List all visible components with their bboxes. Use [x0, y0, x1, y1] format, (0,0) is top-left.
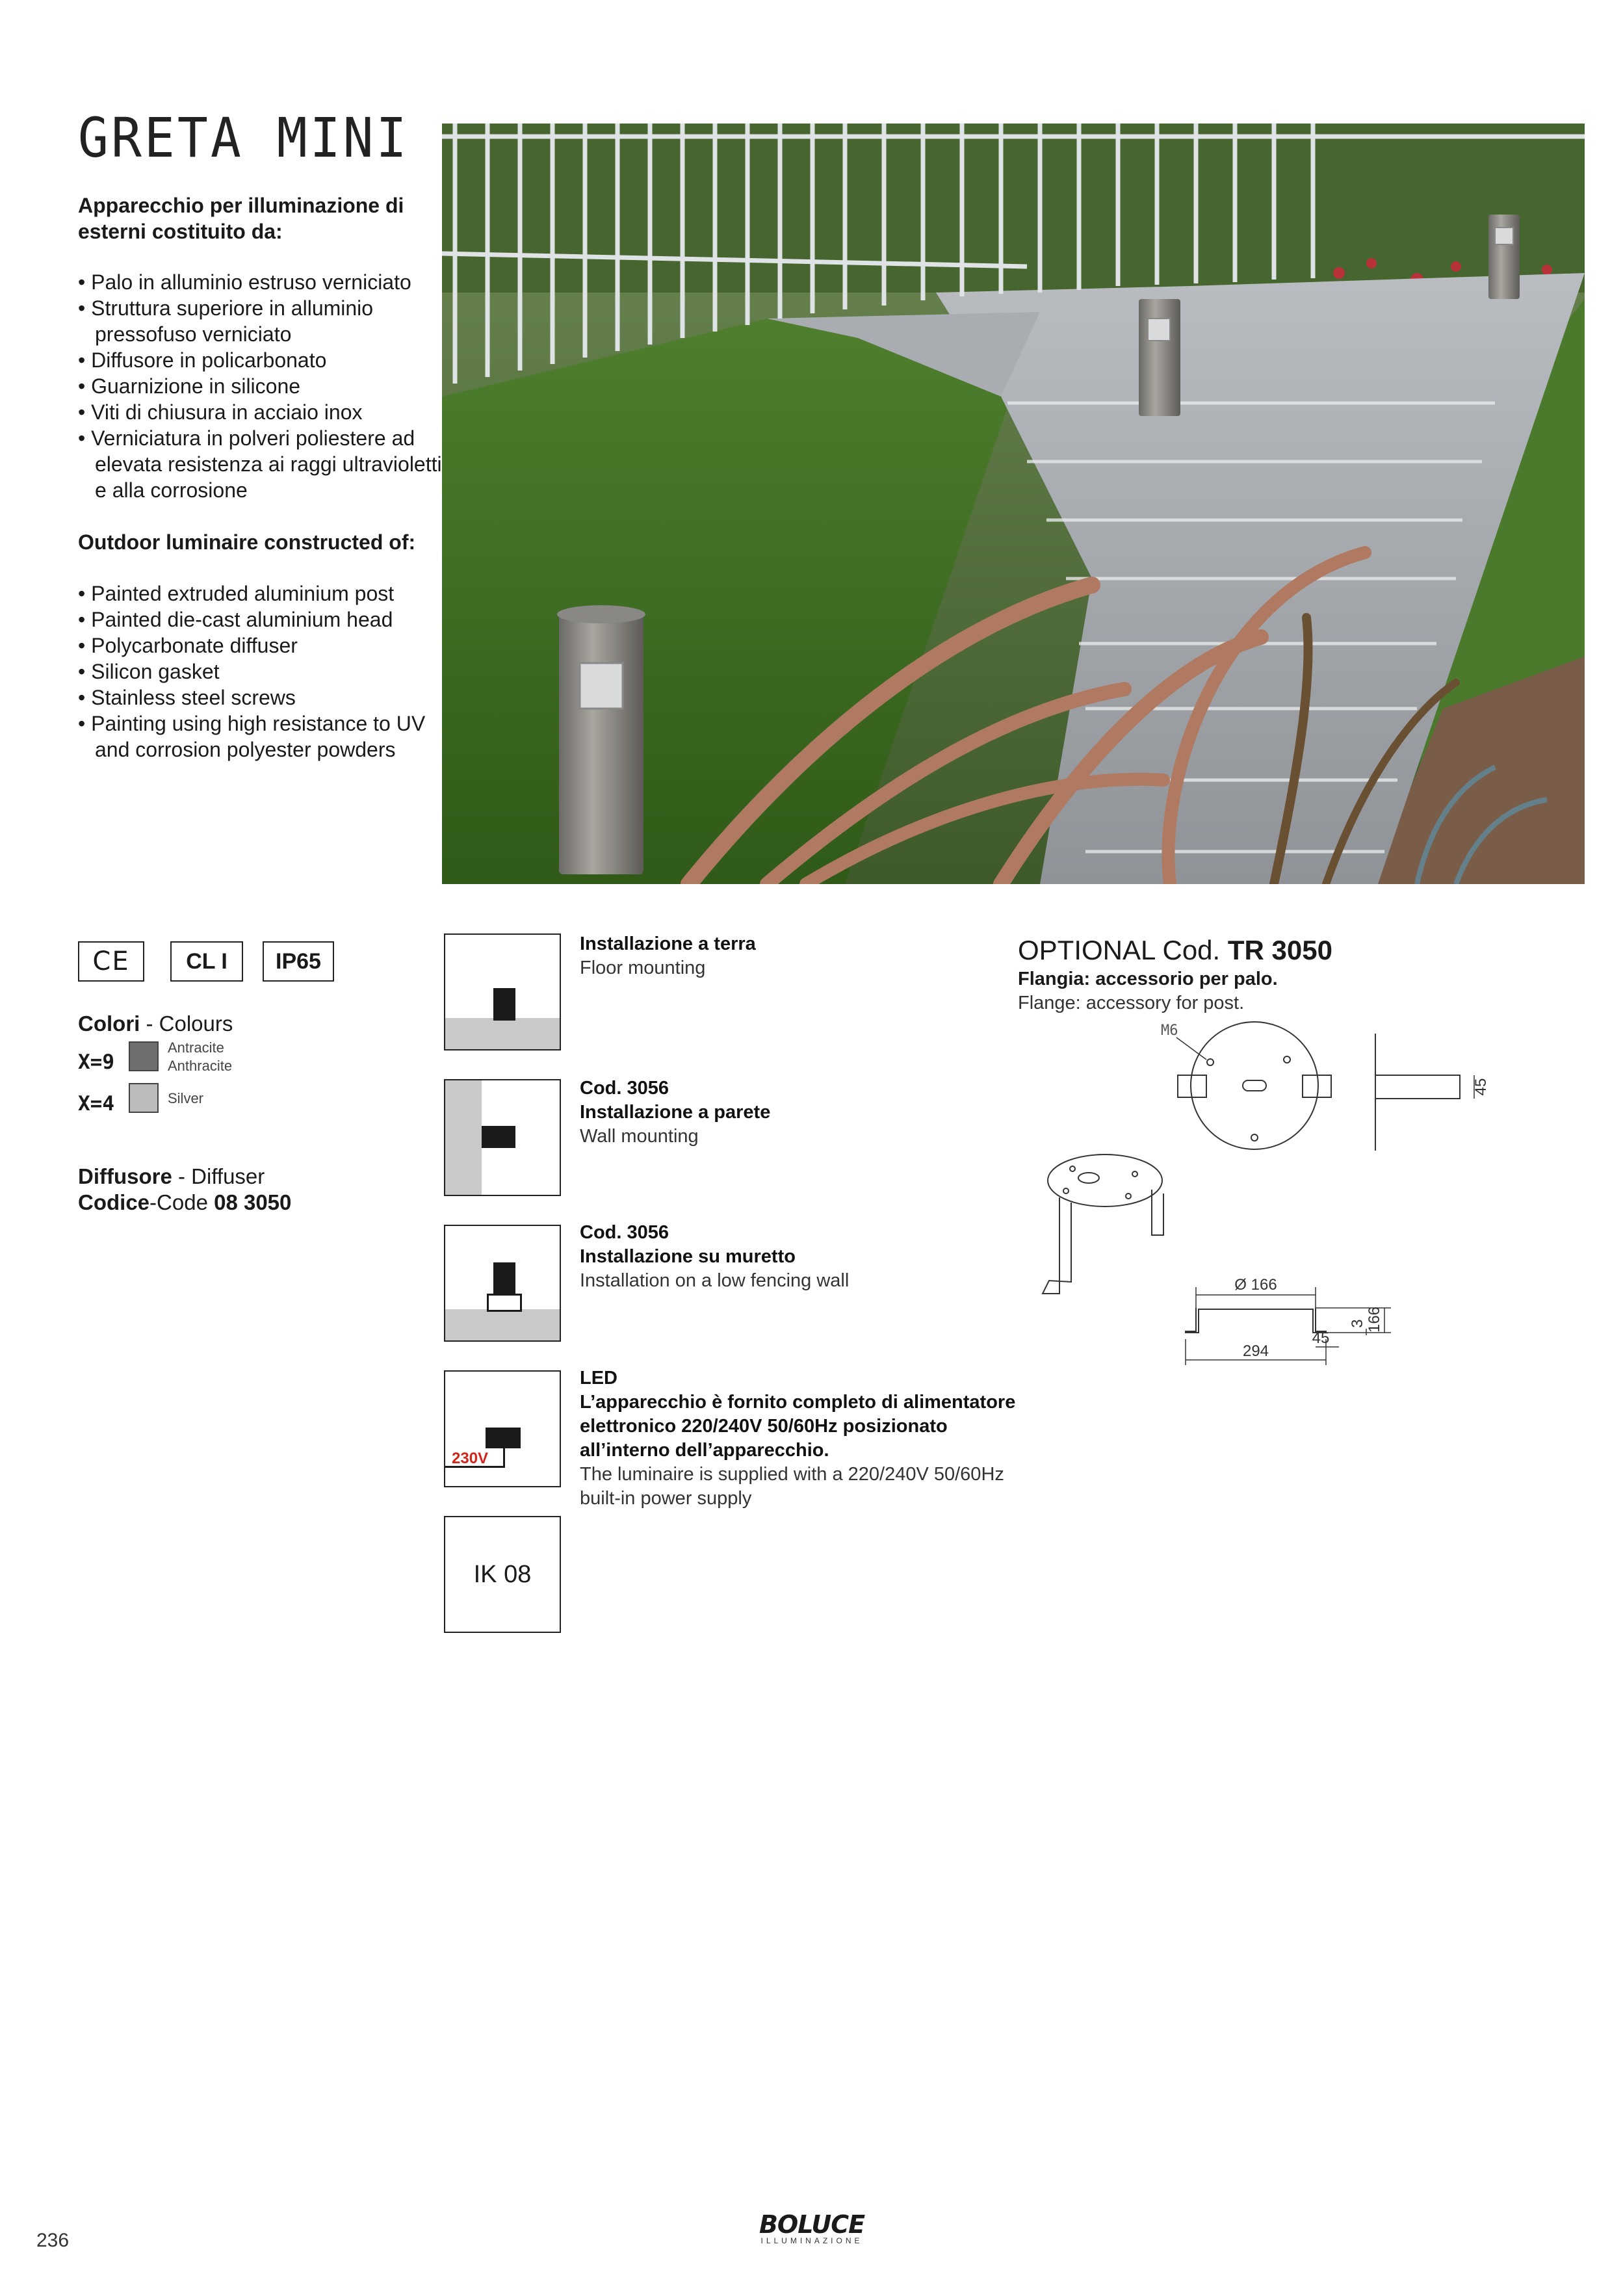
mounting-title: Installazione a terra — [580, 933, 756, 954]
brand-sub: ILLUMINAZIONE — [760, 2236, 863, 2245]
flange-technical-drawing — [1007, 1014, 1553, 1391]
product-photo — [442, 124, 1585, 884]
mounting-floor-text — [580, 932, 1022, 980]
mounting-subtitle: Wall mounting — [580, 1126, 699, 1147]
list-item: • Silicon gasket — [78, 659, 442, 685]
ik-rating: IK 08 — [444, 1516, 561, 1633]
mounting-code: Cod. 3056 — [580, 1222, 669, 1243]
wall-mounting-icon — [444, 1079, 561, 1196]
diffuser-code: 08 3050 — [214, 1190, 292, 1214]
diffuser-info — [78, 1164, 291, 1216]
lamp-post-near — [557, 605, 645, 874]
optional-heading — [1018, 935, 1332, 966]
optional-prefix: OPTIONAL Cod. — [1018, 935, 1221, 965]
product-title: GRETA MINI — [78, 107, 409, 170]
list-item: • Guarnizione in silicone — [78, 373, 442, 399]
description-heading-it: Apparecchio per illuminazione di esterni costituito da: — [78, 194, 404, 243]
ce-mark: CE — [92, 946, 130, 976]
mounting-subtitle: Floor mounting — [580, 958, 706, 978]
lamp-post-mid — [1139, 299, 1180, 416]
description-heading-en: Outdoor luminaire constructed of: — [78, 530, 416, 554]
optional-desc-it: Flangia: accessorio per palo. — [1018, 969, 1278, 989]
led-power-text — [580, 1366, 1022, 1511]
brand-logo — [751, 2210, 872, 2245]
low-wall-mounting-icon — [444, 1225, 561, 1342]
list-item: • Palo in alluminio estruso verniciato — [78, 269, 442, 295]
colours-separator: - — [140, 1011, 159, 1036]
list-item: • Painted die-cast aluminium head — [78, 607, 442, 633]
optional-description — [1018, 967, 1278, 1015]
ce-badge — [78, 941, 144, 982]
voltage-label: 230V — [452, 1450, 489, 1467]
feature-list-it — [78, 269, 442, 503]
mounting-lowwall-text — [580, 1221, 1022, 1293]
led-description-it: L’apparecchio è fornito completo di alimentatore elettronico 220/240V 50/60Hz posizionato all’interno dell’apparecchio. — [580, 1392, 1016, 1461]
brand-name: BOLUCE — [759, 2210, 865, 2239]
diffuser-label-en: Diffuser — [191, 1164, 265, 1188]
mounting-code: Cod. 3056 — [580, 1078, 669, 1099]
colour-name-it: Antracite — [168, 1039, 224, 1056]
list-item: • Painting using high resistance to UV and corrosion polyester powders — [78, 711, 442, 763]
colour-swatch-silver — [129, 1083, 159, 1113]
colours-heading — [78, 1011, 233, 1036]
led-label: LED — [580, 1368, 617, 1389]
list-item: • Painted extruded aluminium post — [78, 581, 442, 607]
diffuser-label-it: Diffusore — [78, 1164, 172, 1188]
mounting-subtitle: Installation on a low fencing wall — [580, 1270, 850, 1291]
dim-width-label: 294 — [1242, 1342, 1269, 1360]
optional-desc-en: Flange: accessory for post. — [1018, 993, 1245, 1013]
lamp-post-far — [1488, 215, 1520, 299]
colour-name-anthracite — [168, 1039, 232, 1075]
colour-code-silver: X=4 — [78, 1092, 114, 1115]
mounting-wall-text — [580, 1076, 1022, 1149]
list-item: • Verniciatura in polveri poliestere ad elevata resistenza ai raggi ultravioletti e alla corrosione — [78, 425, 442, 503]
dim-side-label: 45 — [1472, 1078, 1490, 1096]
led-description-en: The luminaire is supplied with a 220/240V 50/60Hz built-in power supply — [580, 1464, 1004, 1509]
floor-mounting-icon — [444, 933, 561, 1050]
power-supply-icon — [444, 1370, 561, 1487]
page-number: 236 — [36, 2230, 70, 2251]
colours-heading-it: Colori — [78, 1011, 140, 1036]
dim-foot-label: 45 — [1312, 1329, 1330, 1347]
list-item: • Polycarbonate diffuser — [78, 633, 442, 659]
dim-height-label: 166 — [1366, 1306, 1383, 1333]
list-item: • Diffusore in policarbonato — [78, 347, 442, 373]
colour-name-en: Anthracite — [168, 1058, 233, 1074]
thread-label: M6 — [1161, 1023, 1178, 1039]
colour-swatch-anthracite — [129, 1041, 159, 1071]
optional-code: TR 3050 — [1227, 935, 1332, 965]
ip-badge: IP65 — [263, 941, 334, 982]
code-label-it: Codice — [78, 1190, 150, 1214]
class-badge: CL I — [170, 941, 243, 982]
code-separator: - — [149, 1190, 157, 1214]
mounting-title: Installazione a parete — [580, 1102, 771, 1123]
code-label-en: Code — [157, 1190, 208, 1214]
list-item: • Viti di chiusura in acciaio inox — [78, 399, 442, 425]
diffuser-separator: - — [172, 1164, 192, 1188]
dim-diameter-label: Ø 166 — [1234, 1276, 1277, 1294]
mounting-title: Installazione su muretto — [580, 1246, 796, 1267]
colours-heading-en: Colours — [159, 1011, 233, 1036]
colour-code-anthracite: X=9 — [78, 1050, 114, 1074]
list-item: • Struttura superiore in alluminio pressofuso verniciato — [78, 295, 442, 347]
colour-name-silver: Silver — [168, 1090, 204, 1106]
feature-list-en — [78, 581, 442, 763]
dim-thickness-label: 3 — [1349, 1319, 1366, 1328]
list-item: • Stainless steel screws — [78, 685, 442, 711]
